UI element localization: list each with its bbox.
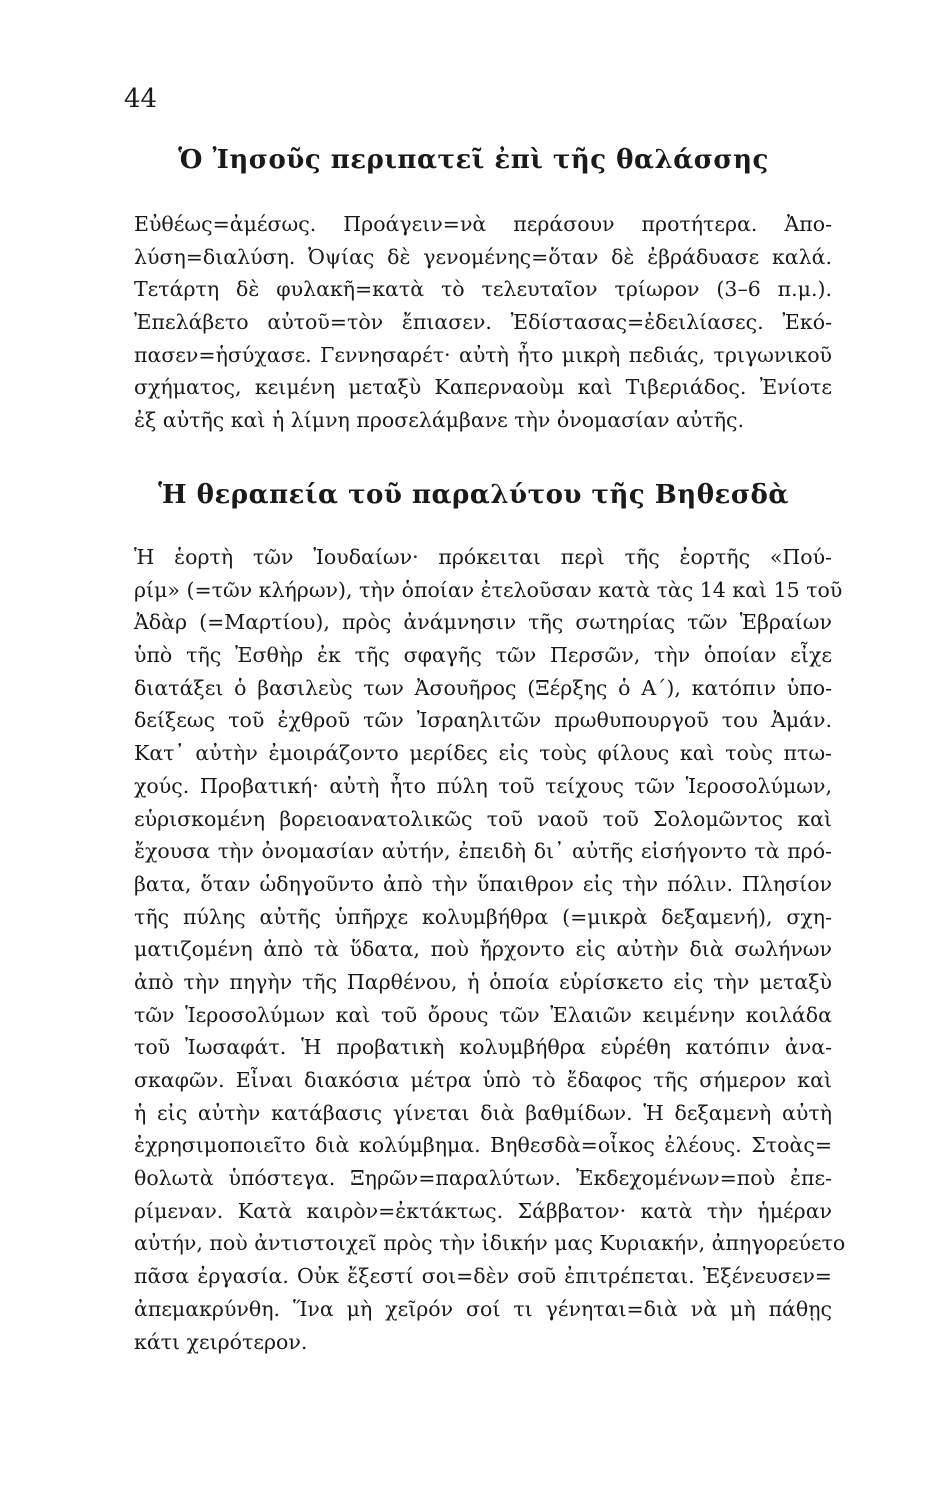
text-line: σκαφῶν. Εἶναι διακόσια μέτρα ὑπὸ τὸ ἔδαφος τῆς σήμερον καὶ: [134, 1068, 832, 1092]
text-line: ἐχρησιμοποιεῖτο διὰ κολύμβημα. Βηθεσδὰ=οἶκος ἐλέους. Στοὰς=: [134, 1133, 832, 1158]
text-line: λύση=διαλύση. Ὀψίας δὲ γενομένης=ὅταν δὲ ἐβράδυασε καλά.: [134, 244, 832, 269]
text-line: πᾶσα ἐργασία. Οὐκ ἔξεστί σοι=δὲν σοῦ ἐπιτρέπεται. Ἐξένευσεν=: [134, 1264, 832, 1289]
text-line: δείξεως τοῦ ἐχθροῦ τῶν Ἰσραηλιτῶν πρωθυπουργοῦ του Ἀμάν.: [134, 708, 832, 733]
text-line: πασεν=ἡσύχασε. Γεννησαρέτ· αὐτὴ ἦτο μικρὴ πεδιάς, τριγωνικοῦ: [134, 342, 832, 367]
text-line: ρίμεναν. Κατὰ καιρὸν=ἐκτάκτως. Σάββατον· κατὰ τὴν ἡμέραν: [134, 1198, 832, 1223]
text-line: τῶν Ἱεροσολύμων καὶ τοῦ ὄρους τῶν Ἐλαιῶν κειμένην κοιλάδα: [134, 1002, 832, 1027]
text-line: ἐξ αὐτῆς καὶ ἡ λίμνη προσελάμβανε τὴν ὀνομασίαν αὐτῆς.: [134, 408, 744, 433]
text-line: ματιζομένη ἀπὸ τὰ ὕδατα, ποὺ ἤρχοντο εἰς αὐτὴν διὰ σωλήνων: [134, 937, 832, 962]
text-line: βατα, ὅταν ὡδηγοῦντο ἀπὸ τὴν ὕπαιθρον εἰς τὴν πόλιν. Πλησίον: [134, 871, 832, 896]
text-line: ρίμ» (=τῶν κλήρων), τὴν ὁποίαν ἐτελοῦσαν κατὰ τὰς 14 καὶ 15 τοῦ: [134, 577, 843, 602]
text-line: ἡ εἰς αὐτὴν κατάβασις γίνεται διὰ βαθμίδων. Ἡ δεξαμενὴ αὐτὴ: [134, 1100, 832, 1125]
section2-paragraph: [134, 541, 846, 1358]
text-line: διατάξει ὁ βασιλεὺς των Ἀσουῆρος (Ξέρξης ὁ Α΄), κατόπιν ὑπο-: [134, 675, 832, 700]
page-number: 44: [124, 84, 158, 114]
text-line: χούς. Προβατική· αὐτὴ ἦτο πύλη τοῦ τείχους τῶν Ἱεροσολύμων,: [134, 773, 832, 798]
text-line: Κατ᾿ αὐτὴν ἐμοιράζοντο μερίδες εἰς τοὺς φίλους καὶ τοὺς πτω-: [134, 741, 832, 766]
text-line: Ἡ ἑορτὴ τῶν Ἰουδαίων· πρόκειται περὶ τῆς ἑορτῆς «Πού-: [134, 545, 832, 569]
text-line: Εὐθέως=ἀμέσως. Προάγειν=νὰ περάσουν προτήτερα. Ἀπο-: [134, 212, 832, 236]
section1-paragraph: [134, 208, 832, 437]
section-title-healing-paralytic: Ἡ θεραπεία τοῦ παραλύτου τῆς Βηθεσδὰ: [158, 480, 789, 510]
text-line: Ἐπελάβετο αὐτοῦ=τὸν ἔπιασεν. Ἐδίστασας=ἐδειλίασες. Ἐκό-: [134, 310, 832, 335]
text-line: τῆς πύλης αὐτῆς ὑπῆρχε κολυμβήθρα (=μικρὰ δεξαμενή), σχη-: [134, 904, 832, 929]
text-line: Τετάρτη δὲ φυλακῆ=κατὰ τὸ τελευταῖον τρίωρον (3–6 π.μ.).: [134, 277, 832, 302]
text-line: Ἀδὰρ (=Μαρτίου), πρὸς ἀνάμνησιν τῆς σωτηρίας τῶν Ἑβραίων: [134, 610, 832, 635]
text-line: θολωτὰ ὑπόστεγα. Ξηρῶν=παραλύτων. Ἐκδεχομένων=ποὺ ἐπε-: [134, 1166, 832, 1191]
text-line: ἔχουσα τὴν ὀνομασίαν αὐτήν, ἐπειδὴ δι᾿ αὐτῆς εἰσήγοντο τὰ πρό-: [134, 839, 832, 864]
text-line: αὐτήν, ποὺ ἀντιστοιχεῖ πρὸς τὴν ἰδικήν μας Κυριακήν, ἀπηγορεύετο: [134, 1231, 846, 1256]
text-line: ἀπὸ τὴν πηγὴν τῆς Παρθένου, ἡ ὁποία εὑρίσκετο εἰς τὴν μεταξὺ: [134, 969, 832, 994]
text-line: εὑρισκομένη βορειοανατολικῶς τοῦ ναοῦ τοῦ Σολομῶντος καὶ: [134, 806, 832, 831]
text-line: τοῦ Ἰωσαφάτ. Ἡ προβατικὴ κολυμβήθρα εὑρέθη κατόπιν ἀνα-: [134, 1035, 832, 1060]
text-line: κάτι χειρότερον.: [134, 1329, 308, 1354]
text-line: ὑπὸ τῆς Ἐσθὴρ ἐκ τῆς σφαγῆς τῶν Περσῶν, τὴν ὁποίαν εἶχε: [134, 643, 832, 668]
text-line: σχήματος, κειμένη μεταξὺ Καπερναοὺμ καὶ Τιβεριάδος. Ἐνίοτε: [134, 375, 832, 400]
text-line: ἀπεμακρύνθη. Ἵνα μὴ χεῖρόν σοί τι γένηται=διὰ νὰ μὴ πάθῃς: [134, 1296, 832, 1321]
section-title-jesus-walks-on-sea: Ὁ Ἰησοῦς περιπατεῖ ἐπὶ τῆς θαλάσσης: [178, 145, 769, 175]
